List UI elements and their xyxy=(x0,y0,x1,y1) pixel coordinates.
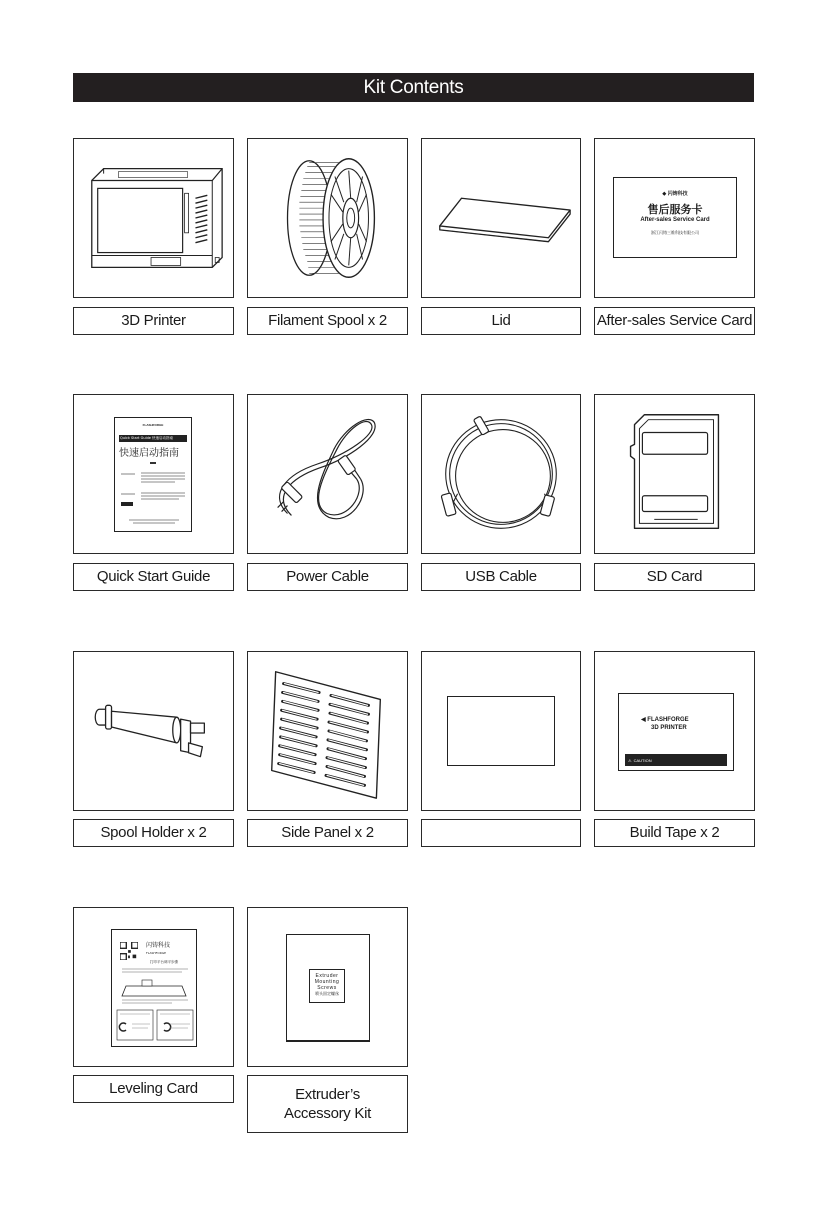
label-blank xyxy=(421,819,581,847)
quick-start-guide-booklet xyxy=(114,417,192,532)
after-sales-card xyxy=(613,177,737,258)
item-box-blank xyxy=(421,651,581,811)
guide-header-bar: Quick Start Guide 快速启动指南 xyxy=(119,435,187,442)
label-lid: Lid xyxy=(421,307,581,335)
usb-cable-illustration xyxy=(422,395,580,553)
guide-text-lines xyxy=(115,458,193,528)
spool-holder-illustration xyxy=(74,652,233,810)
leveling-diagram xyxy=(112,966,198,1046)
item-box-leveling-card xyxy=(73,907,234,1067)
qr-code-icon xyxy=(120,942,138,960)
label-leveling-card: Leveling Card xyxy=(73,1075,234,1103)
item-box-extruder-kit xyxy=(247,907,408,1067)
label-spool-holder: Spool Holder x 2 xyxy=(73,819,234,847)
item-box-build-tape xyxy=(594,651,755,811)
item-box-usb-cable xyxy=(421,394,581,554)
leveling-brand: 闪铸科技 FLASHFORGE xyxy=(146,942,171,955)
label-filament-spool: Filament Spool x 2 xyxy=(247,307,408,335)
item-box-after-sales-card xyxy=(594,138,755,298)
3d-printer-illustration xyxy=(74,139,233,297)
leveling-title: 打印平台调平步骤 xyxy=(150,960,178,964)
label-sd-card: SD Card xyxy=(594,563,755,591)
side-panel-illustration xyxy=(248,652,407,810)
label-after-sales-card: After-sales Service Card xyxy=(594,307,755,335)
guide-title-cn: 快速启动指南 xyxy=(119,448,179,459)
flashforge-logo-icon: ◆ xyxy=(662,191,667,197)
card-brand-logo: ◆ 闪铸科技 xyxy=(662,191,688,197)
item-box-lid xyxy=(421,138,581,298)
label-side-panel: Side Panel x 2 xyxy=(247,819,408,847)
blank-sheet-illustration xyxy=(447,696,555,766)
accessory-bag xyxy=(286,934,370,1042)
kit-contents-header xyxy=(73,73,754,102)
item-box-side-panel xyxy=(247,651,408,811)
build-tape-sheet xyxy=(618,693,734,771)
bag-label: Extruder Mounting Screws 喷头固定螺丝 xyxy=(309,969,345,1003)
card-title-cn: 售后服务卡 xyxy=(647,203,703,216)
item-box-quick-start-guide xyxy=(73,394,234,554)
card-title-en: After-sales Service Card xyxy=(640,217,710,223)
label-build-tape: Build Tape x 2 xyxy=(594,819,755,847)
item-box-filament-spool xyxy=(247,138,408,298)
guide-brand: FLASHFORGE xyxy=(142,423,164,427)
label-extruder-kit: Extruder’s Accessory Kit xyxy=(247,1075,408,1133)
item-box-3d-printer xyxy=(73,138,234,298)
power-cable-illustration xyxy=(248,395,407,553)
card-company: 浙江闪铸三维科技有限公司 xyxy=(651,230,699,235)
tape-caution-bar: ⚠ CAUTION xyxy=(625,754,727,766)
label-quick-start-guide: Quick Start Guide xyxy=(73,563,234,591)
tape-subtitle: 3D PRINTER xyxy=(651,725,687,731)
lid-illustration xyxy=(422,139,580,297)
label-power-cable: Power Cable xyxy=(247,563,408,591)
flashforge-logo-icon: ◀ xyxy=(641,717,646,723)
filament-spool-illustration xyxy=(248,139,407,297)
item-box-spool-holder xyxy=(73,651,234,811)
leveling-card xyxy=(111,929,197,1047)
warning-icon: ⚠ xyxy=(628,757,632,763)
label-3d-printer: 3D Printer xyxy=(73,307,234,335)
item-box-sd-card xyxy=(594,394,755,554)
header-title: Kit Contents xyxy=(363,76,464,98)
item-box-power-cable xyxy=(247,394,408,554)
tape-brand: ◀ FLASHFORGE xyxy=(641,717,689,723)
label-usb-cable: USB Cable xyxy=(421,563,581,591)
sd-card-illustration xyxy=(595,395,754,553)
